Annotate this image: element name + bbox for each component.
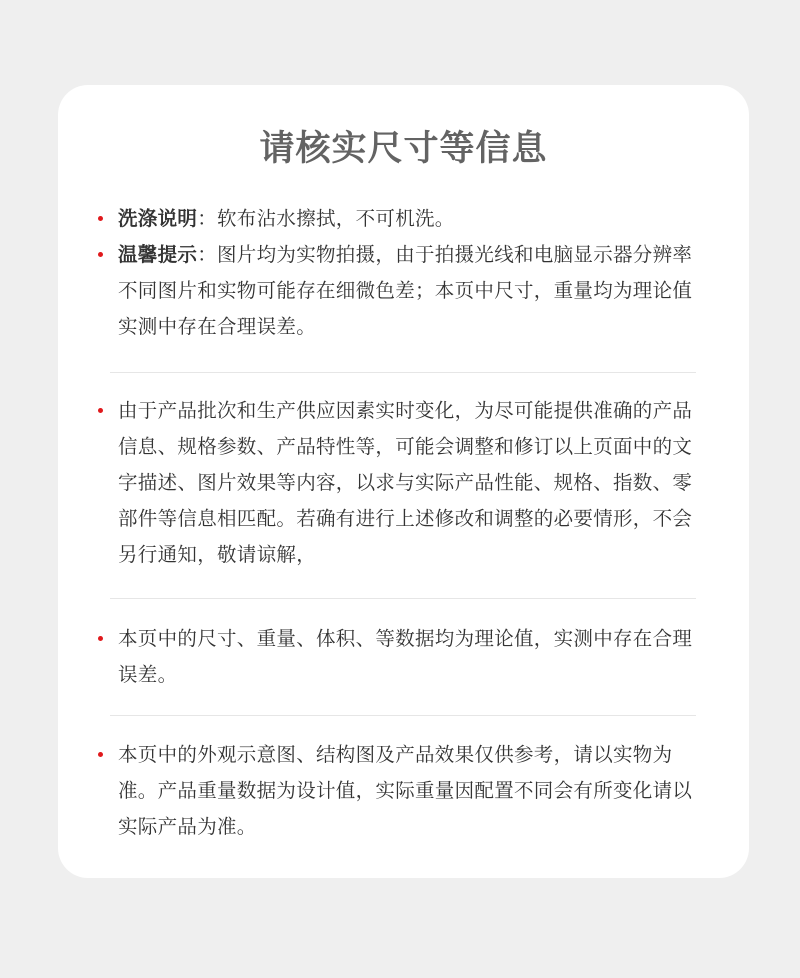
bullet-icon bbox=[98, 216, 103, 221]
bullet-icon bbox=[98, 636, 103, 641]
bullet-icon bbox=[98, 408, 103, 413]
item-text: 本页中的尺寸、重量、体积、等数据均为理论值，实测中存在合理误差。 bbox=[118, 627, 693, 686]
item-text: ：软布沾水擦拭，不可机洗。 bbox=[197, 207, 455, 230]
item-text: 本页中的外观示意图、结构图及产品效果仅供参考，请以实物为准。产品重量数据为设计值，实际重量因配置不同会有所变化请以实际产品为准。 bbox=[118, 743, 693, 838]
list-item-product-changes bbox=[118, 393, 698, 573]
bullet-icon bbox=[98, 752, 103, 757]
divider bbox=[110, 715, 696, 716]
item-text: 由于产品批次和生产供应因素实时变化，为尽可能提供准确的产品信息、规格参数、产品特性等，可能会调整和修订以上页面中的文字描述、图片效果等内容，以求与实际产品性能、规格、指数、零部件等信息相匹配。若确有进行上述修改和调整的必要情形，不会另行通知，敬请谅解， bbox=[118, 399, 693, 566]
item-text: ：图片均为实物拍摄，由于拍摄光线和电脑显示器分辨率不同图片和实物可能存在细微色差；本页中尺寸，重量均为理论值实测中存在合理误差。 bbox=[118, 243, 693, 338]
list-item-washing bbox=[118, 201, 698, 237]
page-title: 请核实尺寸等信息 bbox=[259, 129, 548, 169]
divider bbox=[110, 598, 696, 599]
list-item-appearance bbox=[118, 737, 698, 845]
info-card bbox=[58, 85, 749, 878]
divider bbox=[110, 372, 696, 373]
item-label: 洗涤说明 bbox=[118, 207, 198, 230]
list-item-tips bbox=[118, 237, 698, 345]
item-label: 温馨提示 bbox=[118, 243, 198, 266]
bullet-icon bbox=[98, 252, 103, 257]
list-item-dimensions bbox=[118, 621, 698, 693]
